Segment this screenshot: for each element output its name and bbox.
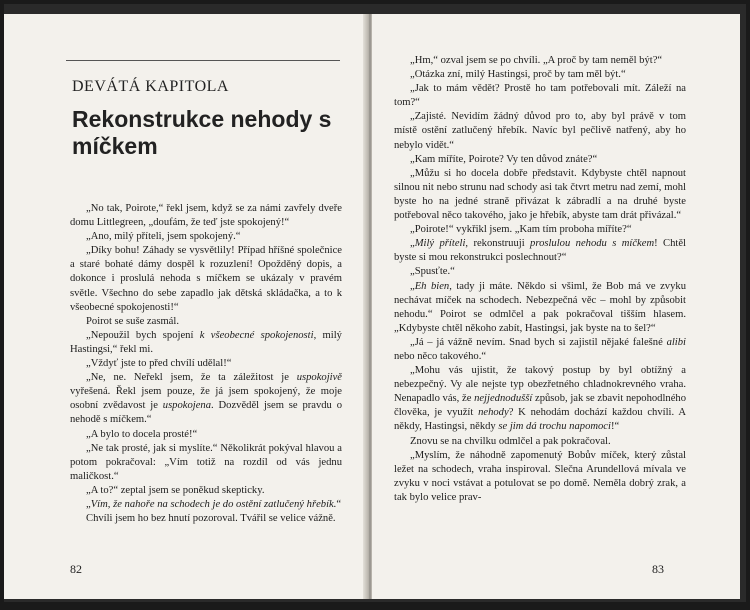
paragraph	[394, 336, 686, 364]
left-page	[4, 14, 369, 599]
italic-text: alibi	[666, 336, 686, 348]
paragraph	[394, 223, 686, 237]
paragraph	[70, 428, 342, 442]
italic-text: se jim dá trochu napomoci	[498, 421, 611, 433]
right-page	[372, 14, 740, 599]
text-run: „	[410, 280, 415, 292]
left-page-text	[70, 202, 342, 526]
italic-text: nejjednodušší	[474, 393, 533, 405]
text-run: „Ne tak prosté, jak si myslíte.“ Několikrát pokýval hlavou a potom pokračoval: „Vím totiž na rozdíl od vás jednu maličkost.“	[70, 442, 342, 482]
chapter-rule	[66, 60, 340, 61]
text-run: „Můžu si ho docela dobře představit. Kdybyste chtěl napnout silnou nit nebo strunu nad schody asi tak čtvrt metru nad zemí, mohl byste ho na jedné straně přivázat k zábradlí a na druhé byste potřeboval něco takového, jako je hřebík, abyste tam drát přivázal.“	[394, 167, 686, 222]
paragraph	[70, 202, 342, 230]
italic-text: nehody	[478, 407, 509, 419]
text-run: „Díky bohu! Záhady se vysvětlily! Případ hříšné společnice a staré bohaté dámy dospěl k rozuzlení! Opožděný dopis, a dokonce i proslulá nehoda s míčkem se ukázaly v pravém světle. Všechno do sebe zapadlo jak dětská skládačka, a to k všeobecné spokojenosti!“	[70, 245, 342, 313]
text-run: „Mohu vás ujistit, že takový postup by byl obtížný a nebezpečný. Vy ale nejste typ obezřetného chladnokrevného vraha. Nenapadlo vás, že	[394, 365, 686, 405]
paragraph	[394, 280, 686, 336]
paragraph	[70, 230, 342, 244]
text-run: „A to?“ zeptal jsem se poněkud skepticky.	[86, 484, 265, 496]
text-run: , tady ji máte. Někdo si všiml, že Bob má ve zvyku nechávat míček na schodech. Nebezpečná věc – mohl by způsobit nehodu.“ Poirot se odmlčel a pak pokračoval tišším hlasem. „Kdybyste chtěl někoho zabít, Hastingsi, jak byste na to šel?“	[394, 280, 686, 334]
text-run: „Já – já vážně nevím. Snad bych si zajistil nějaké falešné	[410, 336, 667, 348]
text-run: „Hm,“ ozval jsem se po chvíli. „A proč by tam neměl být?“	[410, 55, 663, 66]
text-run: „Vždyť jste to před chvílí udělal!“	[86, 358, 232, 370]
text-run: „Nepoužil bych spojení	[86, 329, 200, 341]
chapter-label: DEVÁTÁ KAPITOLA	[72, 78, 229, 95]
italic-text: proslulou nehodu s míčkem	[530, 238, 655, 250]
text-run: , rekonstruuji	[465, 238, 531, 250]
paragraph	[70, 498, 342, 512]
text-run: „No tak, Poirote,“ řekl jsem, když se za námi zavřely dveře domu Littlegreen, „doufám, že teď jste spokojený!“	[70, 203, 342, 229]
text-run: „A bylo to docela prosté!“	[86, 428, 198, 440]
paragraph	[394, 82, 686, 110]
paragraph	[70, 244, 342, 314]
text-run: „Spusťte.“	[410, 266, 455, 278]
chapter-title: Rekonstrukce nehody s míčkem	[72, 106, 332, 159]
paragraph	[394, 153, 686, 167]
paragraph	[394, 364, 686, 434]
paragraph	[394, 110, 686, 152]
paragraph	[70, 357, 342, 371]
paragraph	[70, 484, 342, 498]
text-run: „Otázka zní, milý Hastingsi, proč by tam měl být.“	[410, 69, 626, 81]
paragraph	[70, 371, 342, 427]
paragraph	[394, 265, 686, 279]
text-run: “	[336, 498, 342, 510]
text-run: Poirot se suše zasmál.	[86, 315, 179, 327]
italic-text: Vím, že nahoře na schodech je do ostění zatlučený hřebík.	[90, 498, 337, 510]
text-run: „Myslím, že náhodně zapomenutý Bobův míček, který zůstal ležet na schodech, vraha inspiroval. Slečna Arundellová mívala ve zvyku v noci vstávat a potulovat se po domě. Neměla dobrý zrak, a tak bylo velice prav-	[394, 449, 686, 503]
text-run: „Ano, milý příteli, jsem spokojený.“	[86, 231, 241, 243]
text-run: vyřešená. Řekl jsem pouze, že já jsem spokojený, že moje osobní zvědavost je	[70, 386, 342, 412]
paragraph	[394, 54, 686, 68]
paragraph	[70, 329, 342, 357]
italic-text: k všeobecné spokojenosti	[199, 329, 314, 341]
paragraph	[394, 167, 686, 223]
paragraph	[394, 435, 686, 449]
text-run: „Ne, ne. Neřekl jsem, že ta záležitost je	[86, 372, 297, 384]
text-run: „	[86, 498, 91, 510]
text-run: , milý Hastingsi,“ řekl mi.	[70, 329, 342, 355]
paragraph	[70, 512, 342, 526]
text-run: „Jak to mám vědět? Prostě ho tam potřebovali mít. Záleží na tom?“	[394, 83, 686, 109]
text-run: „	[410, 238, 415, 250]
text-run: ? K nehodám dochází každou chvíli. A někdy, Hastingsi, někdy	[394, 407, 686, 433]
text-run: nebo něco takového.“	[394, 350, 487, 362]
page-number-left: 82	[70, 562, 82, 576]
paragraph	[394, 449, 686, 505]
right-page-text	[394, 54, 686, 505]
text-run: Chvíli jsem ho bez hnutí pozoroval. Tvářil se velice vážně.	[86, 513, 336, 525]
paragraph	[70, 315, 342, 329]
italic-text: uspokojena	[162, 400, 212, 412]
paragraph	[70, 442, 342, 484]
text-run: ! Chtěl byste si mou rekonstrukci poslechnout?“	[394, 238, 686, 264]
text-run: !“	[610, 421, 620, 433]
paragraph	[394, 68, 686, 82]
italic-text: uspokojivě	[296, 372, 342, 384]
italic-text: Milý příteli	[414, 238, 466, 250]
text-run: Znovu se na chvilku odmlčel a pak pokračoval.	[410, 435, 611, 447]
text-run: . Dozvěděl jsem se pravdu o nehodě s míčkem.“	[70, 400, 342, 426]
text-run: způsob, jak se zbavit nepohodlného člověka, je využít	[394, 393, 686, 419]
text-run: „Kam míříte, Poirote? Vy ten důvod znáte?“	[410, 153, 598, 165]
page-number-right: 83	[652, 562, 664, 576]
text-run: „Poirote!“ vykřikl jsem. „Kam tím proboha míříte?“	[410, 224, 632, 236]
paragraph	[394, 237, 686, 265]
italic-text: Eh bien	[414, 280, 450, 292]
open-book	[4, 4, 746, 602]
text-run: „Zajisté. Nevidím žádný důvod pro to, aby byl právě v tom místě ostění zatlučený hřebík. Navíc byl pečlivě natřený, aby ho nebylo vidět.“	[394, 111, 686, 151]
